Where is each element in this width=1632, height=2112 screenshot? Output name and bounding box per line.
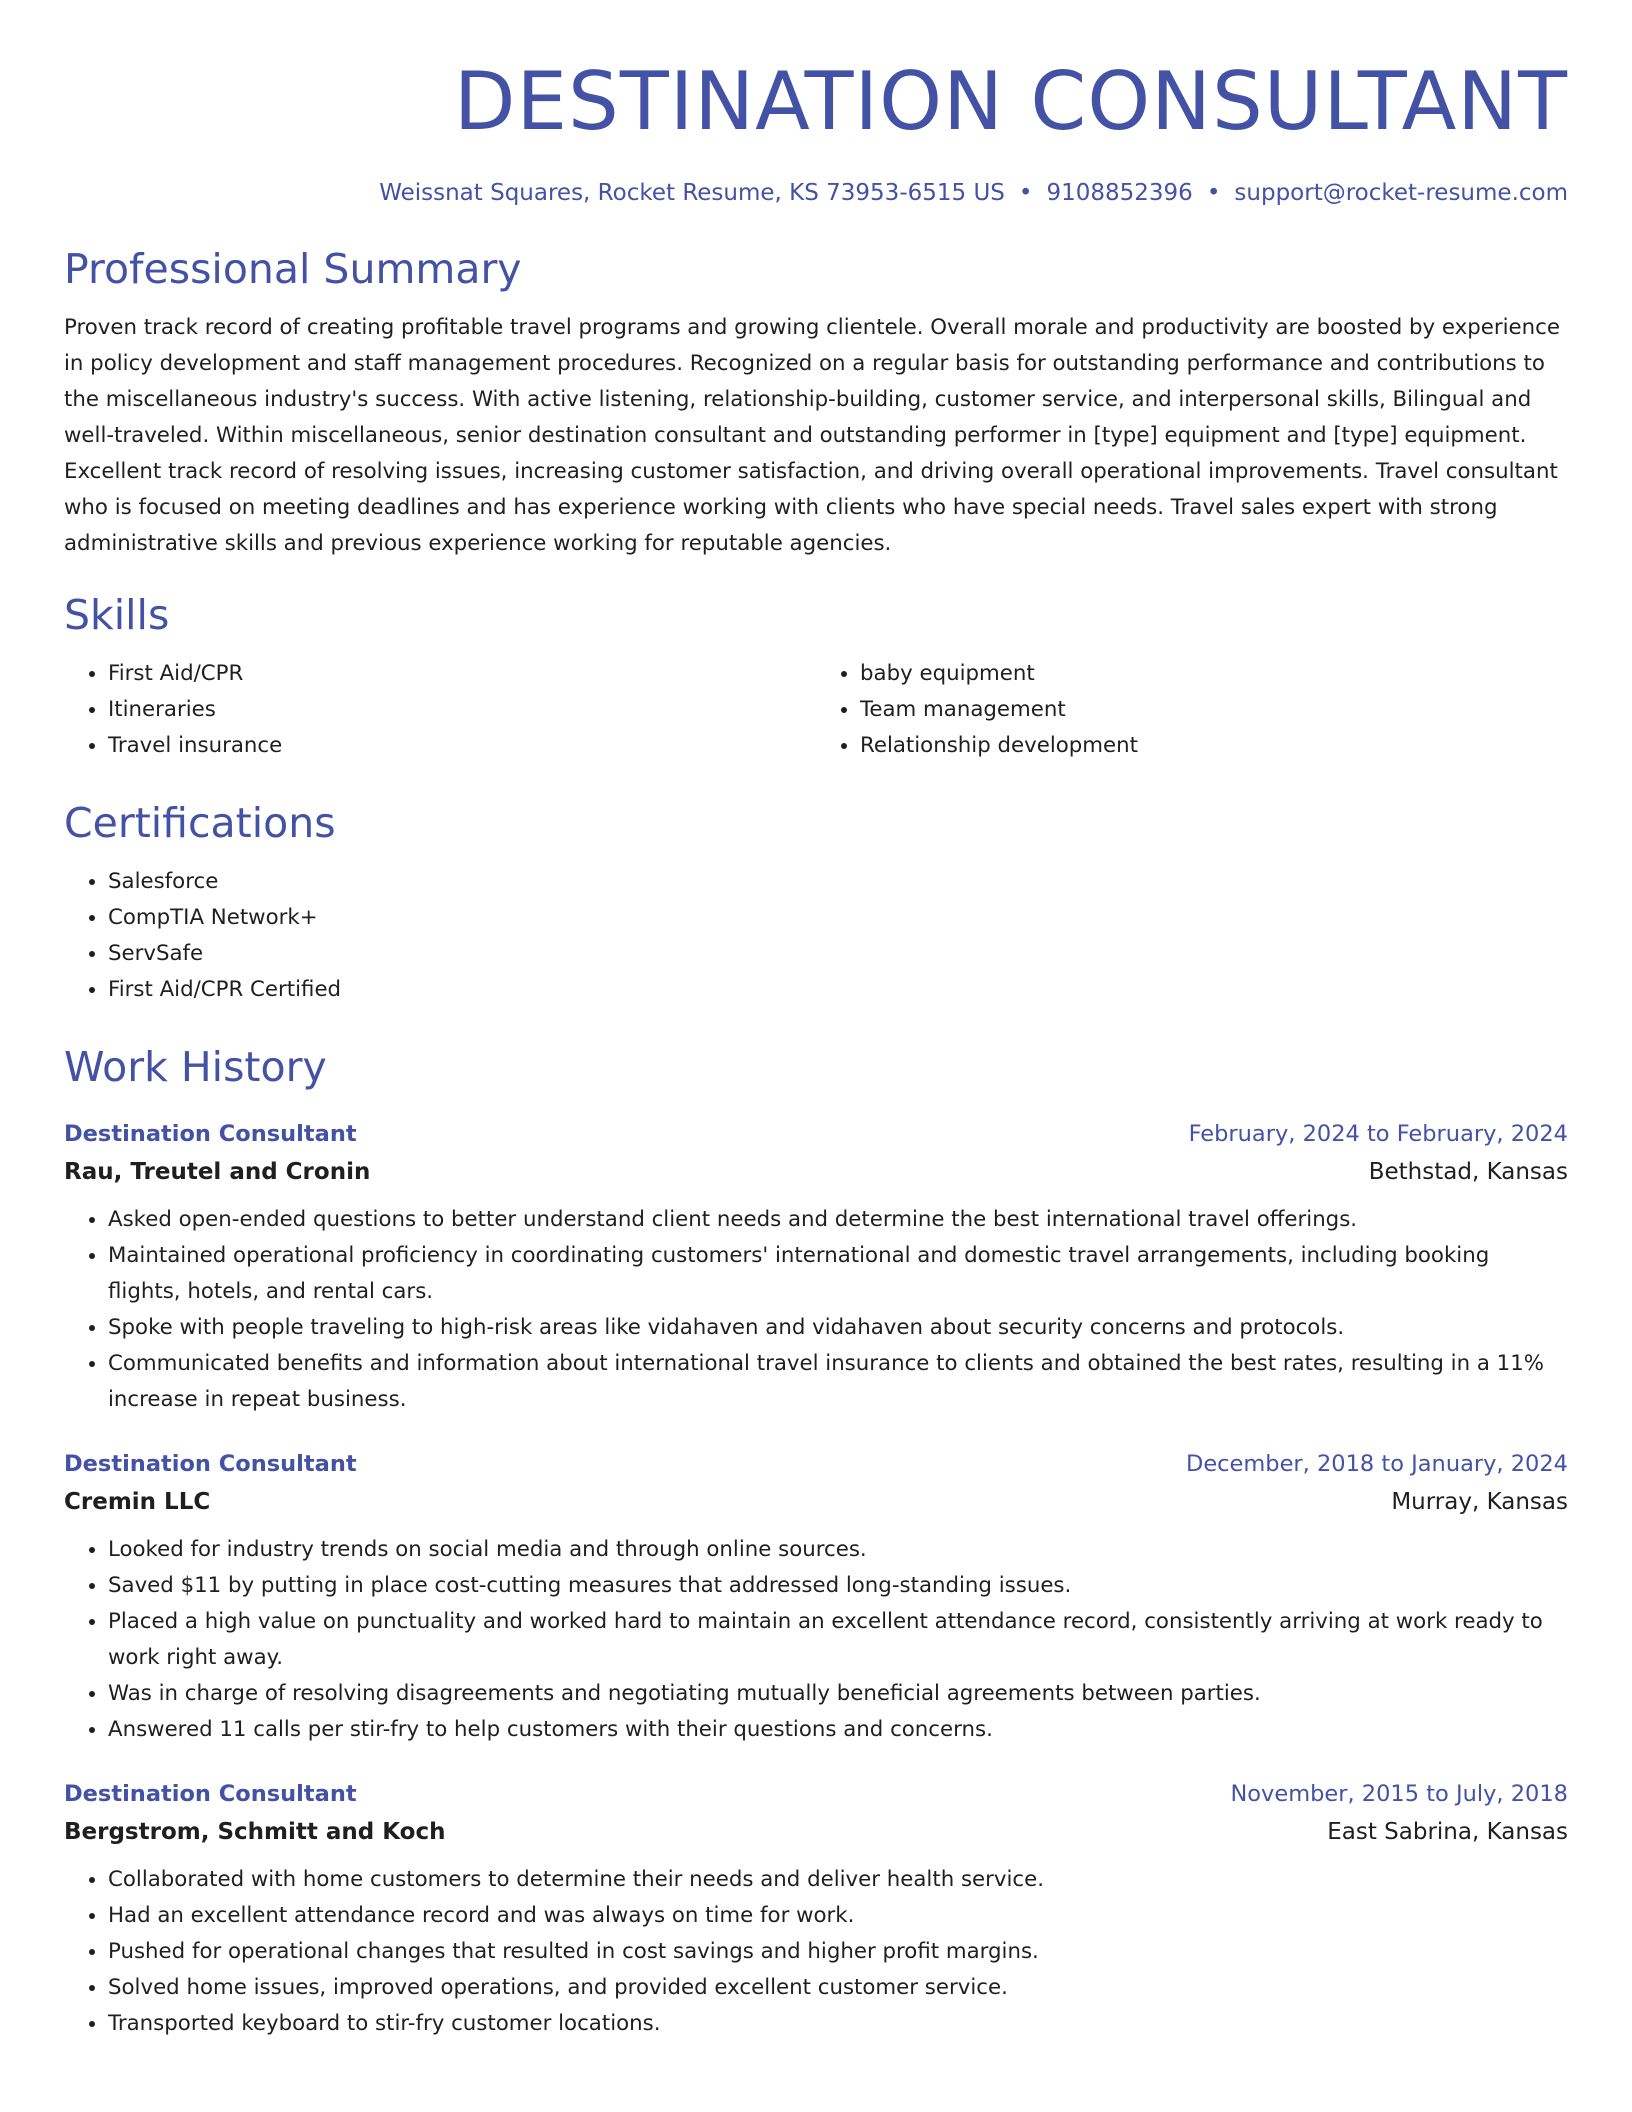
skills-columns — [64, 656, 1568, 764]
skill-item: • baby equipment — [860, 656, 1568, 692]
certification-item: • Salesforce — [108, 864, 1568, 900]
job-company: Cremin LLC — [64, 1489, 211, 1515]
job-title: Destination Consultant — [64, 1451, 357, 1477]
skills-list-left — [64, 656, 816, 764]
skill-item: • Itineraries — [108, 692, 816, 728]
job-entry — [64, 1446, 1568, 1748]
contact-separator: • — [1018, 180, 1033, 206]
job-company-row — [64, 1152, 1568, 1192]
contact-email: support@rocket-resume.com — [1234, 180, 1568, 206]
job-entry — [64, 1776, 1568, 2042]
skill-item: • Team management — [860, 692, 1568, 728]
job-entry — [64, 1116, 1568, 1418]
job-bullet: • Had an excellent attendance record and was always on time for work. — [108, 1898, 1568, 1934]
contact-phone: 9108852396 — [1046, 180, 1193, 206]
job-bullet: • Was in charge of resolving disagreements and negotiating mutually beneficial agreements between parties. — [108, 1676, 1568, 1712]
skills-list-right — [816, 656, 1568, 764]
certification-item: • CompTIA Network+ — [108, 900, 1568, 936]
job-title: Destination Consultant — [64, 1121, 357, 1147]
job-bullet: • Spoke with people traveling to high-risk areas like vidahaven and vidahaven about security concerns and protocols. — [108, 1310, 1568, 1346]
job-company-row — [64, 1482, 1568, 1522]
work-history-heading: Work History — [64, 1043, 327, 1091]
skills-heading: Skills — [64, 591, 170, 639]
job-bullet: • Communicated benefits and information about international travel insurance to clients and obtained the best rates, resulting in a 11% increase in repeat business. — [108, 1346, 1568, 1418]
skill-item: • First Aid/CPR — [108, 656, 816, 692]
job-location: Murray, Kansas — [1391, 1489, 1568, 1515]
job-header-row — [64, 1446, 1568, 1482]
job-bullet: • Answered 11 calls per stir-fry to help customers with their questions and concerns. — [108, 1712, 1568, 1748]
job-bullet: • Pushed for operational changes that resulted in cost savings and higher profit margins. — [108, 1934, 1568, 1970]
skill-item: • Relationship development — [860, 728, 1568, 764]
job-bullet: • Placed a high value on punctuality and worked hard to maintain an excellent attendance record, consistently arriving at work ready to work right away. — [108, 1604, 1568, 1676]
job-location: East Sabrina, Kansas — [1327, 1819, 1568, 1845]
certifications-list — [64, 864, 1568, 1008]
job-bullet: • Looked for industry trends on social media and through online sources. — [108, 1532, 1568, 1568]
job-company-row — [64, 1812, 1568, 1852]
job-bullets — [64, 1202, 1568, 1418]
job-dates: February, 2024 to February, 2024 — [1188, 1121, 1568, 1147]
certification-item: • First Aid/CPR Certified — [108, 972, 1568, 1008]
job-dates: December, 2018 to January, 2024 — [1186, 1451, 1568, 1477]
job-header-row — [64, 1776, 1568, 1812]
job-location: Bethstad, Kansas — [1368, 1159, 1568, 1185]
contact-address: Weissnat Squares, Rocket Resume, KS 73953-6515 US — [379, 180, 1005, 206]
job-bullet: • Asked open-ended questions to better understand client needs and determine the best international travel offerings. — [108, 1202, 1568, 1238]
job-company: Rau, Treutel and Cronin — [64, 1159, 371, 1185]
job-bullet: • Transported keyboard to stir-fry customer locations. — [108, 2006, 1568, 2042]
job-bullet: • Collaborated with home customers to determine their needs and deliver health service. — [108, 1862, 1568, 1898]
job-bullet: • Saved $11 by putting in place cost-cutting measures that addressed long-standing issues. — [108, 1568, 1568, 1604]
job-title: Destination Consultant — [64, 1781, 357, 1807]
job-dates: November, 2015 to July, 2018 — [1230, 1781, 1568, 1807]
skill-item: • Travel insurance — [108, 728, 816, 764]
job-bullets — [64, 1532, 1568, 1748]
certifications-heading: Certifications — [64, 799, 336, 847]
candidate-title: DESTINATION CONSULTANT — [453, 55, 1568, 148]
summary-text: Proven track record of creating profitable travel programs and growing clientele. Overall morale and productivity are boosted by experience in policy development and staff management procedures. Recognized on a regular basis for outstanding performance and contributions to the miscellaneous industry's success. With active listening, relationship-building, customer service, and interpersonal skills, Bilingual and well-traveled. Within miscellaneous, senior destination consultant and outstanding performer in [type] equipment and [type] equipment. Excellent track record of resolving issues, increasing customer satisfaction, and driving overall operational improvements. Travel consultant who is focused on meeting deadlines and has experience working with clients who have special needs. Travel sales expert with strong administrative skills and previous experience working for reputable agencies. — [64, 315, 1560, 556]
job-bullets — [64, 1862, 1568, 2042]
contact-line — [64, 178, 1568, 208]
job-header-row — [64, 1116, 1568, 1152]
job-bullet: • Maintained operational proficiency in coordinating customers' international and domestic travel arrangements, including booking flights, hotels, and rental cars. — [108, 1238, 1568, 1310]
certification-item: • ServSafe — [108, 936, 1568, 972]
summary-heading: Professional Summary — [64, 245, 522, 293]
contact-separator: • — [1206, 180, 1221, 206]
job-company: Bergstrom, Schmitt and Koch — [64, 1819, 446, 1845]
job-bullet: • Solved home issues, improved operations, and provided excellent customer service. — [108, 1970, 1568, 2006]
